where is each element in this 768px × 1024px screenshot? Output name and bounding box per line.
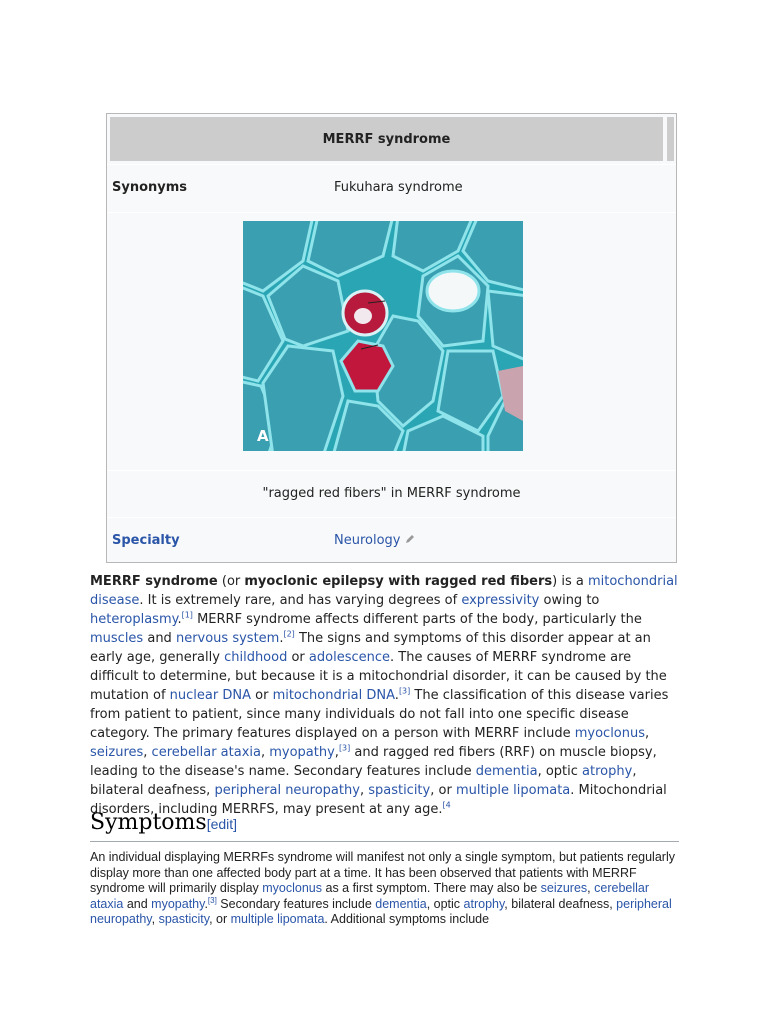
text: MERRF syndrome affects different parts of the body, particularly the bbox=[192, 612, 642, 627]
text: An individual displaying MERRFs syndrome will manifest not only a single symptom, but patients regularly display more than one affected body part at a time. It has been observed that patients with MERRF syndrome will primarily display bbox=[90, 850, 675, 896]
reference-link[interactable]: [3] bbox=[398, 686, 411, 696]
edit-link[interactable]: [edit] bbox=[206, 816, 238, 832]
text: . Additional symptoms include bbox=[324, 912, 490, 927]
symptoms-paragraph bbox=[90, 850, 680, 928]
text: . Mitochondrial disorders, including MERRFS, may present at any age. bbox=[90, 783, 667, 817]
text: , bbox=[587, 881, 595, 896]
text: . bbox=[279, 631, 284, 646]
link-atrophy[interactable]: atrophy bbox=[582, 764, 633, 779]
link-nuclear-dna[interactable]: nuclear DNA bbox=[169, 688, 251, 703]
reference-link[interactable]: [3] bbox=[338, 743, 351, 753]
text: , bbox=[260, 745, 270, 760]
link-atrophy[interactable]: atrophy bbox=[463, 896, 505, 911]
infobox-title: MERRF syndrome bbox=[110, 117, 663, 161]
text: , bbox=[359, 783, 369, 798]
heading-text: Symptoms bbox=[90, 810, 207, 835]
link-myoclonus[interactable]: myoclonus bbox=[574, 726, 646, 741]
link-dementia[interactable]: dementia bbox=[475, 764, 538, 779]
reference-link[interactable]: [1] bbox=[181, 610, 193, 620]
text: , optic bbox=[537, 764, 583, 779]
text: and bbox=[123, 896, 152, 911]
intro-paragraph bbox=[90, 572, 678, 819]
text: , bilateral deafness, bbox=[90, 764, 637, 798]
infobox bbox=[106, 113, 677, 563]
link-dementia[interactable]: dementia bbox=[375, 896, 427, 911]
link-peripheral-neuropathy[interactable]: peripheral neuropathy bbox=[90, 896, 672, 927]
reference-link[interactable]: [4 bbox=[442, 800, 451, 810]
specialty-label[interactable] bbox=[112, 533, 180, 548]
infobox-divider bbox=[107, 212, 676, 213]
link-expressivity[interactable]: expressivity bbox=[461, 593, 540, 608]
text: , bbox=[143, 745, 152, 760]
reference-link[interactable]: [2] bbox=[283, 629, 295, 639]
link-mitochondrial-disease[interactable]: mitochondrial disease bbox=[90, 574, 678, 608]
text: , bilateral deafness, bbox=[504, 896, 617, 911]
micrograph-image bbox=[243, 221, 523, 451]
infobox-header-edge bbox=[667, 117, 674, 161]
bold-term: myoclonic epilepsy with ragged red fibers bbox=[244, 574, 553, 589]
infobox-divider bbox=[107, 470, 676, 471]
link-myoclonus[interactable]: myoclonus bbox=[262, 881, 323, 896]
text: , or bbox=[209, 912, 231, 927]
link-spasticity[interactable]: spasticity bbox=[158, 912, 210, 927]
bold-term: MERRF syndrome bbox=[90, 574, 218, 589]
text: owing to bbox=[539, 593, 600, 608]
infobox-divider bbox=[107, 517, 676, 518]
text: , bbox=[334, 745, 339, 760]
text: . It is extremely rare, and has varying degrees of bbox=[139, 593, 462, 608]
text: , bbox=[645, 726, 650, 741]
text: Secondary features include bbox=[216, 896, 376, 911]
specialty-value[interactable] bbox=[334, 533, 416, 548]
link-peripheral-neuropathy[interactable]: peripheral neuropathy bbox=[214, 783, 360, 798]
text: The signs and symptoms of this disorder appear at an early age, generally bbox=[90, 631, 651, 665]
heading-rule bbox=[90, 841, 679, 842]
link-heteroplasmy[interactable]: heteroplasmy bbox=[90, 612, 178, 627]
text: or bbox=[287, 650, 309, 665]
link-multiple-lipomata[interactable]: multiple lipomata bbox=[455, 783, 571, 798]
ragged-red-fibers-image[interactable] bbox=[243, 221, 523, 451]
text: ) is a bbox=[552, 574, 588, 589]
panel-letter: A bbox=[257, 427, 269, 445]
text: (or bbox=[217, 574, 245, 589]
edit-section-link[interactable] bbox=[207, 816, 237, 832]
synonyms-label: Synonyms bbox=[112, 180, 188, 195]
text: and ragged red fibers (RRF) on muscle biopsy, leading to the disease's name. Secondary features include bbox=[90, 745, 657, 779]
reference-link[interactable]: [3] bbox=[207, 895, 217, 905]
text: . The causes of MERRF syndrome are difficult to determine, but because it is a mitochondrial disorder, it can be caused by the mutation of bbox=[90, 650, 667, 703]
text: as a first symptom. There may also be bbox=[322, 881, 541, 896]
text: , optic bbox=[426, 896, 464, 911]
link-multiple-lipomata[interactable]: multiple lipomata bbox=[230, 912, 325, 927]
link-adolescence[interactable]: adolescence bbox=[308, 650, 391, 665]
text: , bbox=[151, 912, 159, 927]
image-caption: "ragged red fibers" in MERRF syndrome bbox=[262, 486, 521, 501]
link-mitochondrial-dna[interactable]: mitochondrial DNA bbox=[272, 688, 395, 703]
section-heading-symptoms bbox=[90, 810, 237, 835]
link-childhood[interactable]: childhood bbox=[224, 650, 288, 665]
text: . bbox=[394, 688, 399, 703]
infobox-divider bbox=[107, 164, 676, 165]
text: . bbox=[177, 612, 182, 627]
link-cerebellar-ataxia[interactable]: cerebellar ataxia bbox=[90, 881, 650, 911]
neurology-link[interactable]: Neurology bbox=[334, 533, 401, 548]
link-muscles[interactable]: muscles bbox=[90, 631, 144, 646]
synonyms-value: Fukuhara syndrome bbox=[334, 180, 463, 195]
text: . bbox=[204, 896, 208, 911]
link-myopathy[interactable]: myopathy bbox=[269, 745, 335, 760]
link-nervous-system[interactable]: nervous system bbox=[175, 631, 280, 646]
specialty-link[interactable]: Specialty bbox=[112, 533, 180, 548]
link-seizures[interactable]: seizures bbox=[540, 881, 588, 896]
link-spasticity[interactable]: spasticity bbox=[368, 783, 431, 798]
text: , or bbox=[430, 783, 456, 798]
link-myopathy[interactable]: myopathy bbox=[151, 896, 205, 911]
text: and bbox=[143, 631, 176, 646]
text: or bbox=[250, 688, 273, 703]
text: The classification of this disease varies from patient to patient, since many individuals do not fall into one specific disease category. The primary features displayed on a person with MERRF include bbox=[90, 688, 669, 741]
link-seizures[interactable]: seizures bbox=[90, 745, 144, 760]
link-cerebellar-ataxia[interactable]: cerebellar ataxia bbox=[151, 745, 261, 760]
pencil-icon[interactable] bbox=[404, 533, 416, 545]
